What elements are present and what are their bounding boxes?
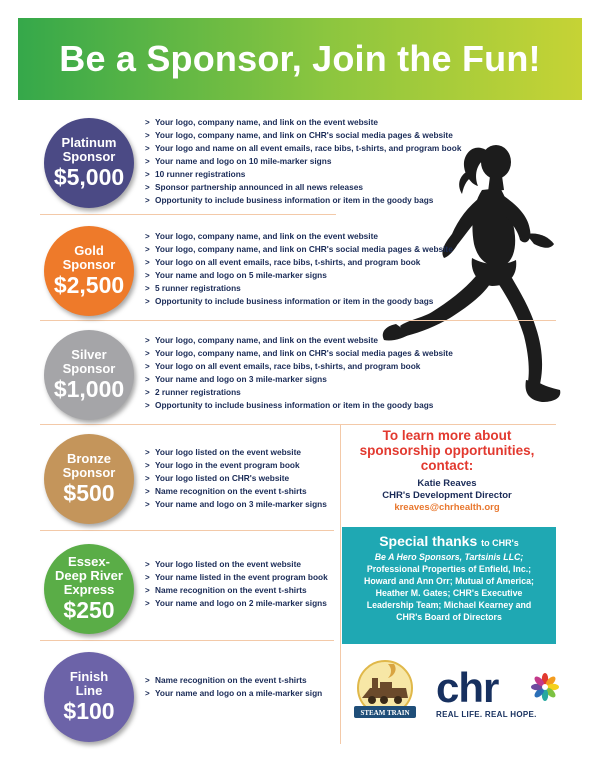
arrow-bullet-icon: > [145, 448, 150, 457]
arrow-bullet-icon: > [145, 271, 150, 280]
list-item: > 2 runner registrations [145, 387, 241, 397]
list-item: > Name recognition on the event t-shirts [145, 486, 307, 496]
sponsor-badge-bronze [44, 434, 134, 524]
benefit-list-finish-line [145, 674, 322, 700]
chr-wordmark: chr [436, 664, 499, 711]
thanks-line: Be A Hero Sponsors, Tartsinis LLC; [374, 552, 524, 562]
steam-train-name: STEAM TRAIN [360, 709, 410, 717]
badge-price: $5,000 [53, 164, 125, 190]
list-item: > Your logo, company name, and link on CHR's social media pages & website [145, 348, 453, 358]
list-item: > Your logo, company name, and link on CHR's social media pages & website [145, 244, 453, 254]
sponsor-badge-silver [44, 330, 134, 420]
list-item: > Your name and logo on 10 mile-marker signs [145, 156, 332, 166]
contact-role: CHR's Development Director [382, 490, 512, 501]
arrow-bullet-icon: > [145, 573, 150, 582]
list-item: > Your name and logo on a mile-marker sign [145, 688, 323, 698]
arrow-bullet-icon: > [145, 500, 150, 509]
badge-name: Essex- [68, 554, 110, 569]
arrow-bullet-icon: > [145, 232, 150, 241]
arrow-bullet-icon: > [145, 196, 150, 205]
list-item: > Your name listed in the event program book [145, 572, 328, 582]
tier-divider [40, 640, 334, 641]
list-item: > Name recognition on the event t-shirts [145, 675, 307, 685]
list-item: > Your logo and name on all event emails, race bibs, t-shirts, and program book [145, 143, 462, 153]
benefit-list-silver [145, 334, 453, 412]
contact-heading: contact: [420, 458, 474, 473]
list-item: > Opportunity to include business information or item in the goody bags [145, 195, 434, 205]
arrow-bullet-icon: > [145, 297, 150, 306]
list-item: > Name recognition on the event t-shirts [145, 585, 307, 595]
tier-divider [40, 530, 334, 531]
arrow-bullet-icon: > [145, 183, 150, 192]
list-item: > Your logo listed on the event website [145, 447, 301, 457]
column-divider [340, 424, 341, 744]
arrow-bullet-icon: > [145, 560, 150, 569]
contact-name: Katie Reaves [417, 478, 477, 489]
list-item: > Your logo listed on the event website [145, 559, 301, 569]
tier-divider [40, 320, 556, 321]
list-item: > Your logo listed on CHR's website [145, 473, 290, 483]
arrow-bullet-icon: > [145, 144, 150, 153]
benefit-list-bronze [145, 446, 327, 511]
arrow-bullet-icon: > [145, 461, 150, 470]
badge-price: $250 [63, 597, 115, 623]
sponsor-badge-gold [44, 226, 134, 316]
steam-train-logo [348, 658, 422, 722]
contact-section [342, 428, 552, 514]
badge-name: Sponsor [62, 361, 116, 376]
sponsor-badge-essex-deep-river [44, 544, 134, 634]
badge-price: $500 [63, 480, 115, 506]
tier-divider [40, 424, 556, 425]
arrow-bullet-icon: > [145, 375, 150, 384]
arrow-bullet-icon: > [145, 258, 150, 267]
badge-name: Sponsor [62, 465, 116, 480]
list-item: > Your name and logo on 3 mile-marker signs [145, 499, 327, 509]
list-item: > Your name and logo on 2 mile-marker signs [145, 598, 327, 608]
thanks-line: Professional Properties of Enfield, Inc.; [366, 564, 532, 574]
badge-name: Finish [69, 669, 109, 684]
arrow-bullet-icon: > [145, 586, 150, 595]
benefit-list-platinum [145, 116, 461, 207]
list-item: > Opportunity to include business information or item in the goody bags [145, 296, 434, 306]
arrow-bullet-icon: > [145, 401, 150, 410]
badge-name: Bronze [66, 451, 112, 466]
thanks-title: Special thanks to CHR's [379, 533, 519, 549]
arrow-bullet-icon: > [145, 336, 150, 345]
arrow-bullet-icon: > [145, 284, 150, 293]
badge-name: Platinum [61, 135, 117, 150]
list-item: > Your logo, company name, and link on CHR's social media pages & website [145, 130, 453, 140]
header-banner [18, 18, 582, 100]
badge-name: Sponsor [62, 257, 116, 272]
list-item: > Your logo on all event emails, race bibs, t-shirts, and program book [145, 361, 421, 371]
list-item: > Your name and logo on 5 mile-marker signs [145, 270, 327, 280]
chr-tagline: REAL LIFE. REAL HOPE. [436, 710, 537, 719]
arrow-bullet-icon: > [145, 157, 150, 166]
arrow-bullet-icon: > [145, 487, 150, 496]
chr-flower-icon [530, 672, 560, 702]
arrow-bullet-icon: > [145, 676, 150, 685]
badge-price: $2,500 [53, 272, 125, 298]
sponsor-badge-platinum [44, 118, 134, 208]
benefit-list-essex-deep-river [145, 558, 328, 610]
badge-name: Line [75, 683, 103, 698]
badge-name: Sponsor [62, 149, 116, 164]
list-item: > Opportunity to include business information or item in the goody bags [145, 400, 434, 410]
arrow-bullet-icon: > [145, 349, 150, 358]
list-item: > Your logo, company name, and link on the event website [145, 117, 378, 127]
contact-heading: To learn more about [382, 428, 512, 443]
chr-logo [436, 664, 537, 719]
list-item: > Your logo, company name, and link on the event website [145, 335, 378, 345]
arrow-bullet-icon: > [145, 118, 150, 127]
sponsor-badge-finish-line [44, 652, 134, 742]
benefit-list-gold [145, 230, 453, 308]
list-item: > 5 runner registrations [145, 283, 241, 293]
tier-divider [40, 214, 336, 215]
list-item: > Sponsor partnership announced in all news releases [145, 182, 363, 192]
special-thanks-box [342, 527, 556, 644]
arrow-bullet-icon: > [145, 599, 150, 608]
list-item: > Your logo, company name, and link on the event website [145, 231, 378, 241]
arrow-bullet-icon: > [145, 131, 150, 140]
thanks-line: Howard and Ann Orr; Mutual of America; [364, 576, 534, 586]
badge-price: $1,000 [53, 376, 125, 402]
arrow-bullet-icon: > [145, 170, 150, 179]
page-title: Be a Sponsor, Join the Fun! [59, 38, 541, 79]
contact-heading: sponsorship opportunities, [359, 443, 535, 458]
arrow-bullet-icon: > [145, 362, 150, 371]
thanks-line: CHR's Board of Directors [396, 612, 502, 622]
thanks-line: Heather M. Gates; CHR's Executive [375, 588, 523, 598]
badge-name: Gold [74, 243, 104, 258]
list-item: > Your logo in the event program book [145, 460, 300, 470]
list-item: > Your logo on all event emails, race bibs, t-shirts, and program book [145, 257, 421, 267]
list-item: > 10 runner registrations [145, 169, 246, 179]
arrow-bullet-icon: > [145, 388, 150, 397]
contact-email-link[interactable]: kreaves@chrhealth.org [394, 502, 500, 513]
arrow-bullet-icon: > [145, 245, 150, 254]
arrow-bullet-icon: > [145, 689, 150, 698]
arrow-bullet-icon: > [145, 474, 150, 483]
badge-price: $100 [63, 698, 115, 724]
badge-name: Express [63, 582, 115, 597]
list-item: > Your name and logo on 3 mile-marker signs [145, 374, 327, 384]
thanks-line: Leadership Team; Michael Kearney and [366, 600, 532, 610]
badge-name: Deep River [55, 568, 123, 583]
badge-name: Silver [71, 347, 107, 362]
